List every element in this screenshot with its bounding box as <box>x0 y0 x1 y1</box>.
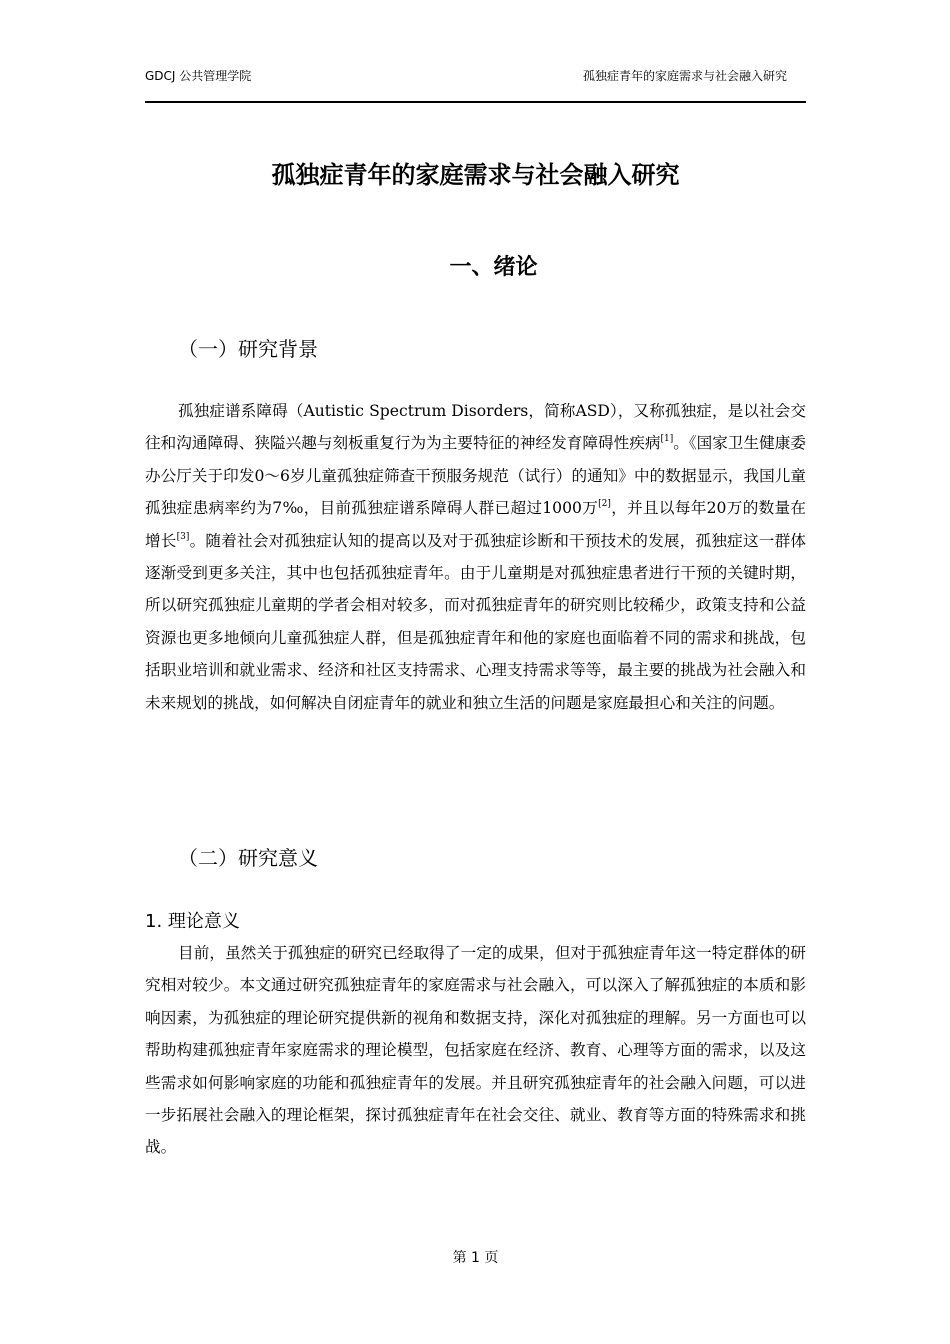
paragraph-text: ，并且以每年20万的数量在增长 <box>145 499 807 550</box>
header-divider <box>145 101 806 103</box>
background-paragraph <box>145 395 806 719</box>
citation-ref-3: [3] <box>176 531 190 542</box>
paragraph-text: 。《国家卫生健康委办公厅关于印发0～6岁儿童孤独症筛查干预服务规范（试行）的通知》中的数据显示，我国儿童孤独症患病率约为7‰，目前孤独症谱系障碍人群已超过1000万 <box>145 434 806 518</box>
citation-ref-2: [2] <box>598 499 611 510</box>
section-title-significance: （二）研究意义 <box>178 846 318 870</box>
citation-ref-1: [1] <box>660 434 674 445</box>
header-left-text: GDCJ 公共管理学院 <box>145 69 252 83</box>
paragraph-text: 孤独症谱系障碍（Autistic Spectrum Disorders，简称ASD），又称孤独症，是以社会交往和沟通障碍、狭隘兴趣与刻板重复行为为主要特征的神经发育障碍性疾病 <box>145 402 806 453</box>
paragraph-text: 。随着社会对孤独症认知的提高以及对于孤独症诊断和干预技术的发展，孤独症这一群体逐渐受到更多关注，其中也包括孤独症青年。由于儿童期是对孤独症患者进行干预的关键时期，所以研究孤独症儿童期的学者会相对较多，而对孤独症青年的研究则比较稀少，政策支持和公益资源也更多地倾向儿童孤独症人群，但是孤独症青年和他的家庭也面临着不同的需求和挑战，包括职业培训和就业需求、经济和社区支持需求、心理支持需求等等，最主要的挑战为社会融入和未来规划的挑战，如何解决自闭症青年的就业和独立生活的问题是家庭最担心和关注的问题。 <box>145 531 806 712</box>
document-title: 孤独症青年的家庭需求与社会融入研究 <box>271 161 680 189</box>
theory-paragraph: 目前，虽然关于孤独症的研究已经取得了一定的成果，但对于孤独症青年这一特定群体的研究相对较少。本文通过研究孤独症青年的家庭需求与社会融入，可以深入了解孤独症的本质和影响因素，为孤独症的理论研究提供新的视角和数据支持，深化对孤独症的理解。另一方面也可以帮助构建孤独症青年家庭需求的理论模型，包括家庭在经济、教育、心理等方面的需求，以及这些需求如何影响家庭的功能和孤独症青年的发展。并且研究孤独症青年的社会融入问题，可以进一步拓展社会融入的理论框架，探讨孤独症青年在社会交往、就业、教育等方面的特殊需求和挑战。 <box>145 944 806 1157</box>
header-right-text: 孤独症青年的家庭需求与社会融入研究 <box>582 69 787 83</box>
page-number: 第 1 页 <box>452 1250 499 1266</box>
chapter-title: 一、绪论 <box>449 255 538 280</box>
subsection-title-theory: 1. 理论意义 <box>145 911 240 932</box>
section-title-background: （一）研究背景 <box>178 337 318 361</box>
